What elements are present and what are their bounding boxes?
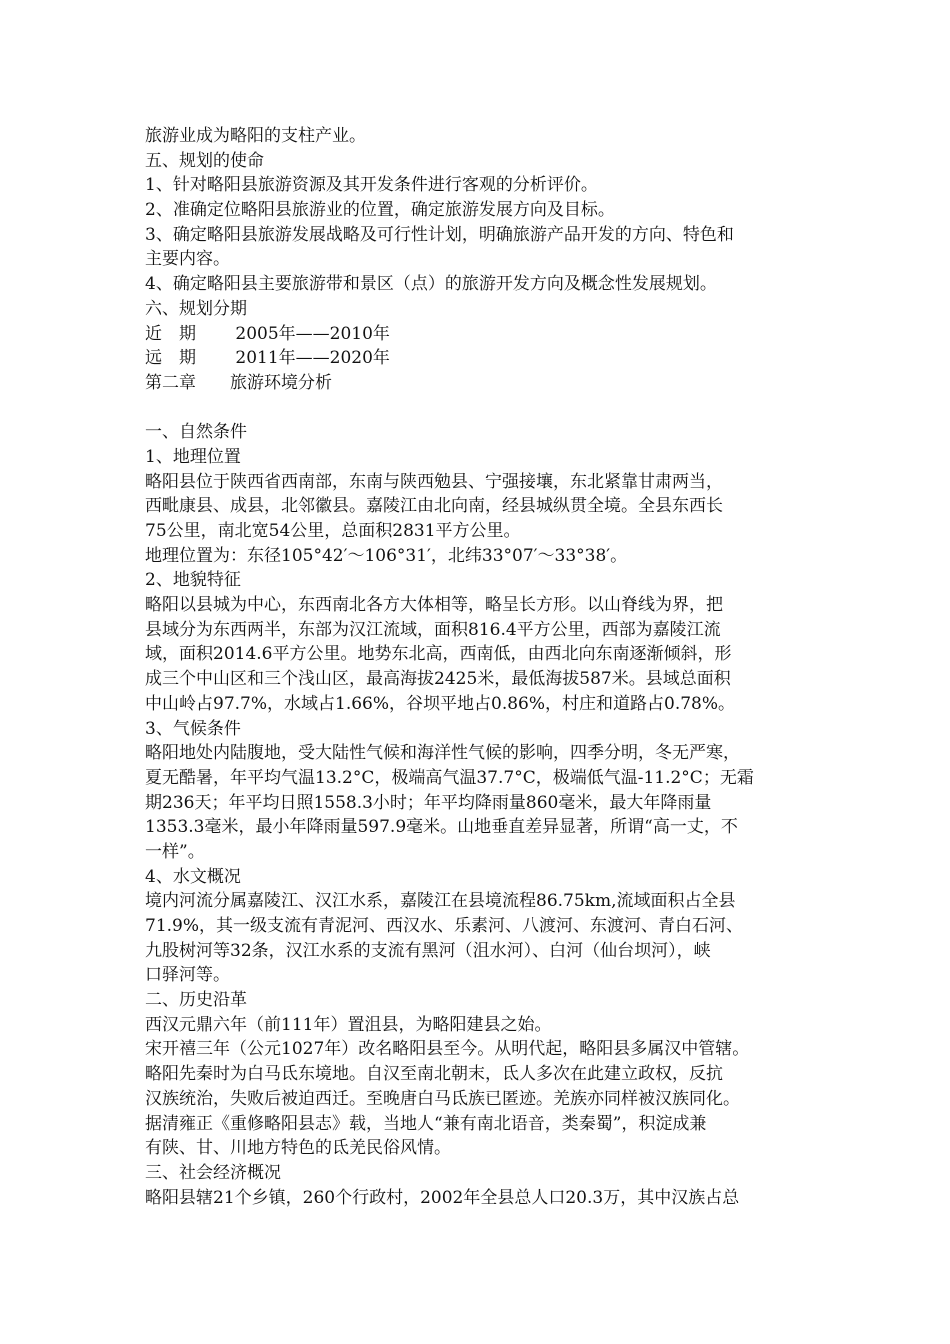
text-line: 1、针对略阳县旅游资源及其开发条件进行客观的分析评价。 bbox=[145, 175, 598, 196]
text-line: 1353.3毫米，最小年降雨量597.9毫米。山地垂直差异显著，所谓“高一丈，不 bbox=[145, 817, 738, 838]
text-line: 3、确定略阳县旅游发展战略及可行性计划，明确旅游产品开发的方向、特色和 bbox=[145, 224, 734, 245]
text-line: 3、气候条件 bbox=[145, 718, 241, 739]
text-line: 第二章 旅游环境分析 bbox=[145, 372, 332, 393]
text-line: 略阳地处内陆腹地，受大陆性气候和海洋性气候的影响，四季分明，冬无严寒， bbox=[145, 743, 740, 764]
text-line: 略阳县辖21个乡镇，260个行政村，2002年全县总人口20.3万，其中汉族占总 bbox=[145, 1187, 740, 1208]
text-line: 地理位置为：东径105°42′～106°31′，北纬33°07′～33°38′。 bbox=[145, 545, 628, 566]
text-line: 2、准确定位略阳县旅游业的位置，确定旅游发展方向及目标。 bbox=[145, 200, 615, 221]
text-line: 75公里，南北宽54公里，总面积2831平方公里。 bbox=[145, 521, 521, 541]
text-line: 三、社会经济概况 bbox=[145, 1162, 281, 1183]
text-line: 2、地貌特征 bbox=[145, 570, 241, 591]
text-line: 1、地理位置 bbox=[145, 446, 241, 467]
text-line: 4、水文概况 bbox=[145, 866, 241, 887]
text-line: 略阳县位于陕西省西南部，东南与陕西勉县、宁强接壤，东北紧靠甘肃两当， bbox=[145, 471, 723, 492]
text-line: 六、规划分期 bbox=[145, 298, 247, 319]
text-line: 近 期 2005年——2010年 bbox=[145, 323, 390, 344]
text-line: 五、规划的使命 bbox=[145, 150, 264, 171]
text-line: 宋开禧三年（公元1027年）改名略阳县至今。从明代起，略阳县多属汉中管辖。 bbox=[145, 1039, 750, 1060]
text-line: 二、历史沿革 bbox=[145, 990, 247, 1011]
text-line: 成三个中山区和三个浅山区，最高海拔2425米，最低海拔587米。县域总面积 bbox=[145, 669, 731, 690]
text-line: 西汉元鼎六年（前111年）置沮县，为略阳建县之始。 bbox=[145, 1014, 552, 1035]
text-line: 中山岭占97.7%，水域占1.66%，谷坝平地占0.86%，村庄和道路占0.78%。 bbox=[145, 693, 736, 714]
text-line: 71.9%，其一级支流有青泥河、西汉水、乐素河、八渡河、东渡河、青白石河、 bbox=[145, 916, 744, 936]
text-line: 主要内容。 bbox=[145, 249, 230, 270]
text-line: 据清雍正《重修略阳县志》载，当地人“兼有南北语音，类秦蜀”，积淀成兼 bbox=[145, 1113, 707, 1134]
text-line: 期236天；年平均日照1558.3小时；年平均降雨量860毫米，最大年降雨量 bbox=[145, 792, 712, 813]
text-line: 夏无酷暑，年平均气温13.2°C，极端高气温37.7°C，极端低气温-11.2°C；无霜 bbox=[145, 767, 754, 788]
text-line: 一样”。 bbox=[145, 841, 205, 862]
text-line: 旅游业成为略阳的支柱产业。 bbox=[145, 126, 366, 146]
text-line: 一、自然条件 bbox=[145, 422, 247, 443]
text-line: 县域分为东西两半，东部为汉江流域，面积816.4平方公里，西部为嘉陵江流 bbox=[145, 619, 721, 640]
document-body bbox=[145, 124, 817, 1210]
text-line: 九股树河等32条，汉江水系的支流有黑河（沮水河）、白河（仙台坝河），峡 bbox=[145, 940, 711, 961]
text-line: 境内河流分属嘉陵江、汉江水系，嘉陵江在县境流程86.75km,流域面积占全县 bbox=[145, 891, 736, 912]
blank-line bbox=[145, 396, 817, 421]
text-line: 略阳先秦时为白马氐东境地。自汉至南北朝末，氐人多次在此建立政权，反抗 bbox=[145, 1064, 723, 1085]
text-line: 西毗康县、成县，北邻徽县。嘉陵江由北向南，经县城纵贯全境。全县东西长 bbox=[145, 496, 723, 517]
text-line: 域，面积2014.6平方公里。地势东北高，西南低，由西北向东南逐渐倾斜，形 bbox=[145, 644, 732, 665]
text-line: 略阳以县城为中心，东西南北各方大体相等，略呈长方形。以山脊线为界，把 bbox=[145, 595, 723, 616]
text-line: 汉族统治，失败后被迫西迁。至晚唐白马氐族已匿迹。羌族亦同样被汉族同化。 bbox=[145, 1088, 740, 1109]
text-line: 口驿河等。 bbox=[145, 965, 230, 986]
text-line: 远 期 2011年——2020年 bbox=[145, 348, 390, 369]
text-line: 有陕、甘、川地方特色的氐羌民俗风情。 bbox=[145, 1138, 451, 1159]
text-line: 4、确定略阳县主要旅游带和景区（点）的旅游开发方向及概念性发展规划。 bbox=[145, 274, 717, 295]
